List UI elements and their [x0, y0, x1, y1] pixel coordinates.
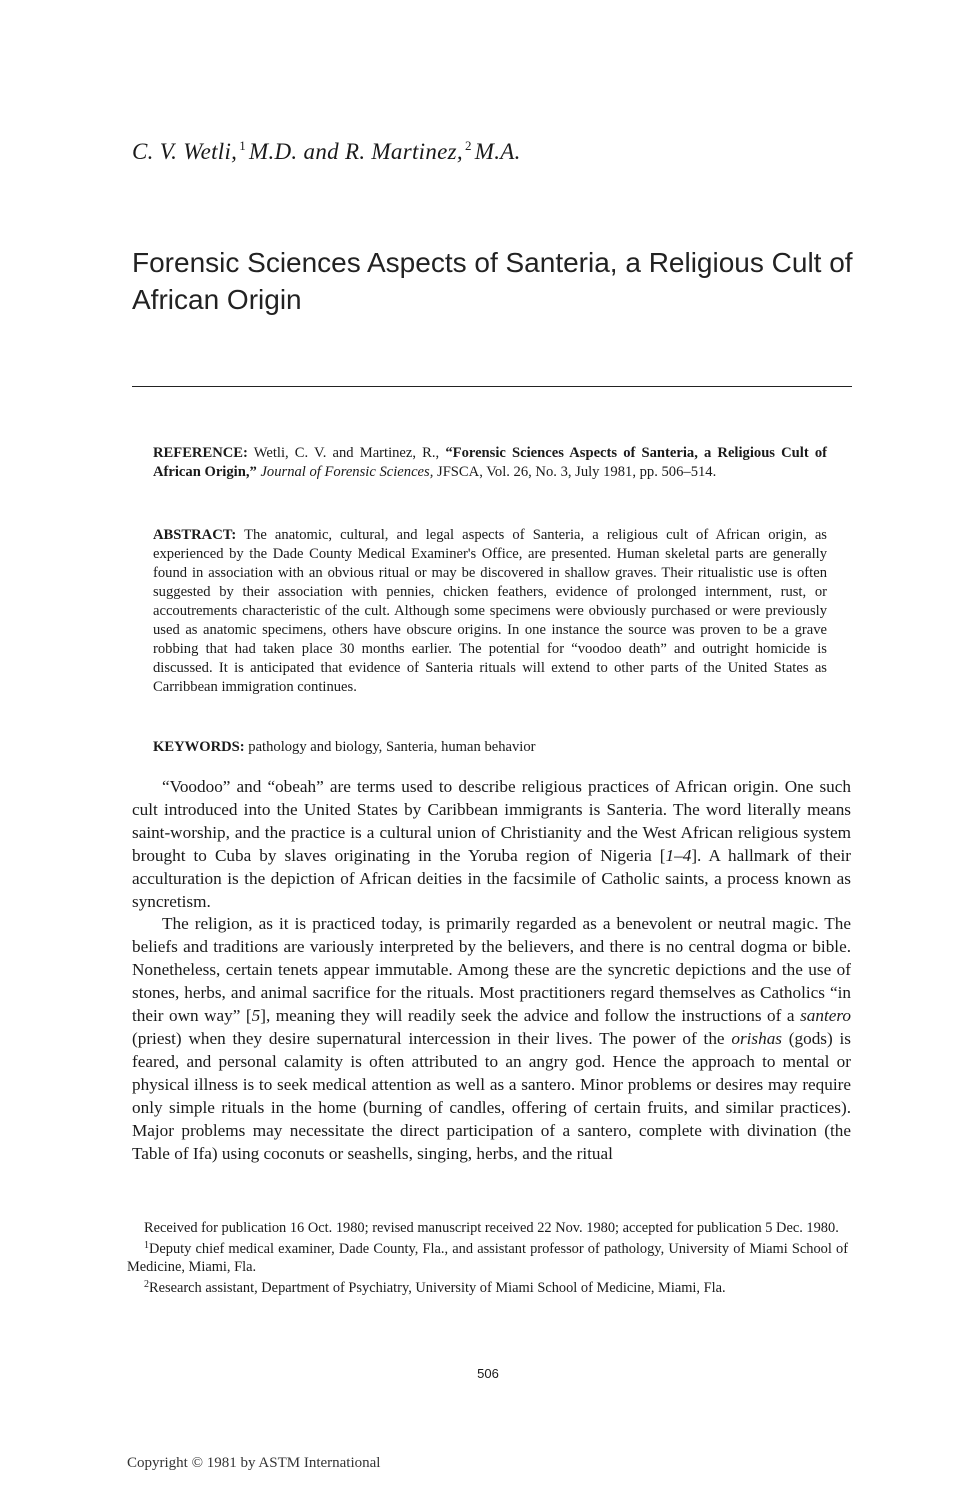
p2-text-b: ], meaning they will readily seek the advice and follow the instructions of a: [260, 1006, 801, 1026]
reference-journal: Journal of Forensic Sciences,: [260, 464, 434, 480]
reference-block: [153, 444, 827, 482]
title-divider: [132, 386, 852, 387]
footnote-received: Received for publication 16 Oct. 1980; revised manuscript received 22 Nov. 1980; accepted for publication 5 Dec. 1980.: [144, 1220, 839, 1236]
reference-details: JFSCA, Vol. 26, No. 3, July 1981, pp. 506–514.: [437, 464, 717, 480]
footnote-2: [127, 1276, 848, 1297]
body-paragraph-2: [132, 913, 851, 1165]
author-1-affiliation-mark: 1: [239, 138, 247, 153]
footnotes: [127, 1220, 848, 1297]
reference-title: “Forensic Sciences Aspects of Santeria, a Religious Cult of African Origin,”: [153, 445, 827, 480]
body-paragraph-1: [132, 776, 851, 913]
footnote-1-mark: 1: [144, 1240, 149, 1252]
reference-authors: Wetli, C. V. and Martinez, R.,: [253, 445, 440, 461]
keywords-block: [153, 738, 827, 757]
footnote-2-text: Research assistant, Department of Psychiatry, University of Miami School of Medicine, Miami, Fla.: [149, 1279, 726, 1296]
abstract-block: [153, 526, 827, 697]
p2-text-d: (gods) is feared, and personal calamity is often attributed to an angry god. Hence the approach to mental or physical illness is to seek medical attention as well as a santero. Minor problems or desires may require only simple rituals in the home (burning of candles, offering of certain fruits, and similar practices). Major problems may necessitate the direct participation of a santero, complete with divination (the Table of Ifa) using coconuts or seashells, singing, herbs, and the ritual: [132, 1028, 851, 1163]
p1-text-a: “Voodoo” and “obeah” are terms used to describe religious practices of African origin. One such cult introduced into the United States by Caribbean immigrants is Santeria. The word literally means saint-worship, and the practice is a cultural union of Christianity and the West African religious system brought to Cuba by slaves originating in the Yoruba region of Nigeria [: [132, 777, 851, 865]
article-title: Forensic Sciences Aspects of Santeria, a Religious Cult of African Origin: [132, 247, 853, 315]
p2-text-a: The religion, as it is practiced today, is primarily regarded as a benevolent or neutral magic. The beliefs and traditions are variously interpreted by the believers, and there is no central dogma or bible. Nonetheless, certain tenets appear immutable. Among these are the syncretic depictions and the use of stones, herbs, and animal sacrifice for the rituals. Most practitioners regard themselves as Catholics “in their own way” [: [132, 914, 851, 1026]
page-number: 506: [477, 1366, 499, 1381]
keywords-label: KEYWORDS:: [153, 739, 245, 755]
body-text: [132, 776, 851, 1165]
p2-term-orishas: orishas: [731, 1028, 782, 1048]
p1-citation: 1–4: [665, 845, 692, 865]
p2-term-santero: santero: [800, 1006, 851, 1026]
p2-citation: 5: [251, 1006, 261, 1026]
p1-text-b: ]. A hallmark of their acculturation is the depiction of African deities in the facsimile of Catholic saints, a process known as syncretism.: [132, 845, 851, 911]
keywords-text: pathology and biology, Santeria, human behavior: [248, 739, 536, 755]
footnote-1-text: Deputy chief medical examiner, Dade County, Fla., and assistant professor of pathology, University of Miami School of Medicine, Miami, Fla.: [127, 1241, 848, 1275]
abstract-label: ABSTRACT:: [153, 527, 237, 543]
p2-text-c: (priest) when they desire supernatural intercession in their lives. The power of the: [132, 1028, 732, 1048]
copyright-notice: Copyright © 1981 by ASTM International: [127, 1455, 381, 1471]
footnote-1: [127, 1237, 848, 1276]
reference-label: REFERENCE:: [153, 445, 248, 461]
author-2-degree: M.A.: [474, 139, 521, 164]
author-1-name: C. V. Wetli,: [132, 139, 238, 164]
footnote-2-mark: 2: [144, 1278, 149, 1290]
author-line: [132, 138, 521, 165]
author-1-degree-and-author-2: M.D. and R. Martinez,: [249, 139, 463, 164]
abstract-text: The anatomic, cultural, and legal aspects of Santeria, a religious cult of African origin, as experienced by the Dade County Medical Examiner's Office, are presented. Human skeletal parts are generally found in association with an obvious ritual or may be discovered in shallow graves. Their ritualistic use is often suggested by their association with pennies, chicken feathers, evidence of prolonged internment, rust, or accoutrements characteristic of the cult. Although some specimens were obviously purchased or were previously used as anatomic specimens, others have obscure origins. In one instance the source was proven to be a grave robbing that had taken place 30 months earlier. The potential for “voodoo death” and outright homicide is discussed. It is anticipated that evidence of Santeria rituals will extend to other parts of the United States as Carribbean immigration continues.: [153, 527, 827, 695]
author-2-affiliation-mark: 2: [464, 138, 472, 153]
